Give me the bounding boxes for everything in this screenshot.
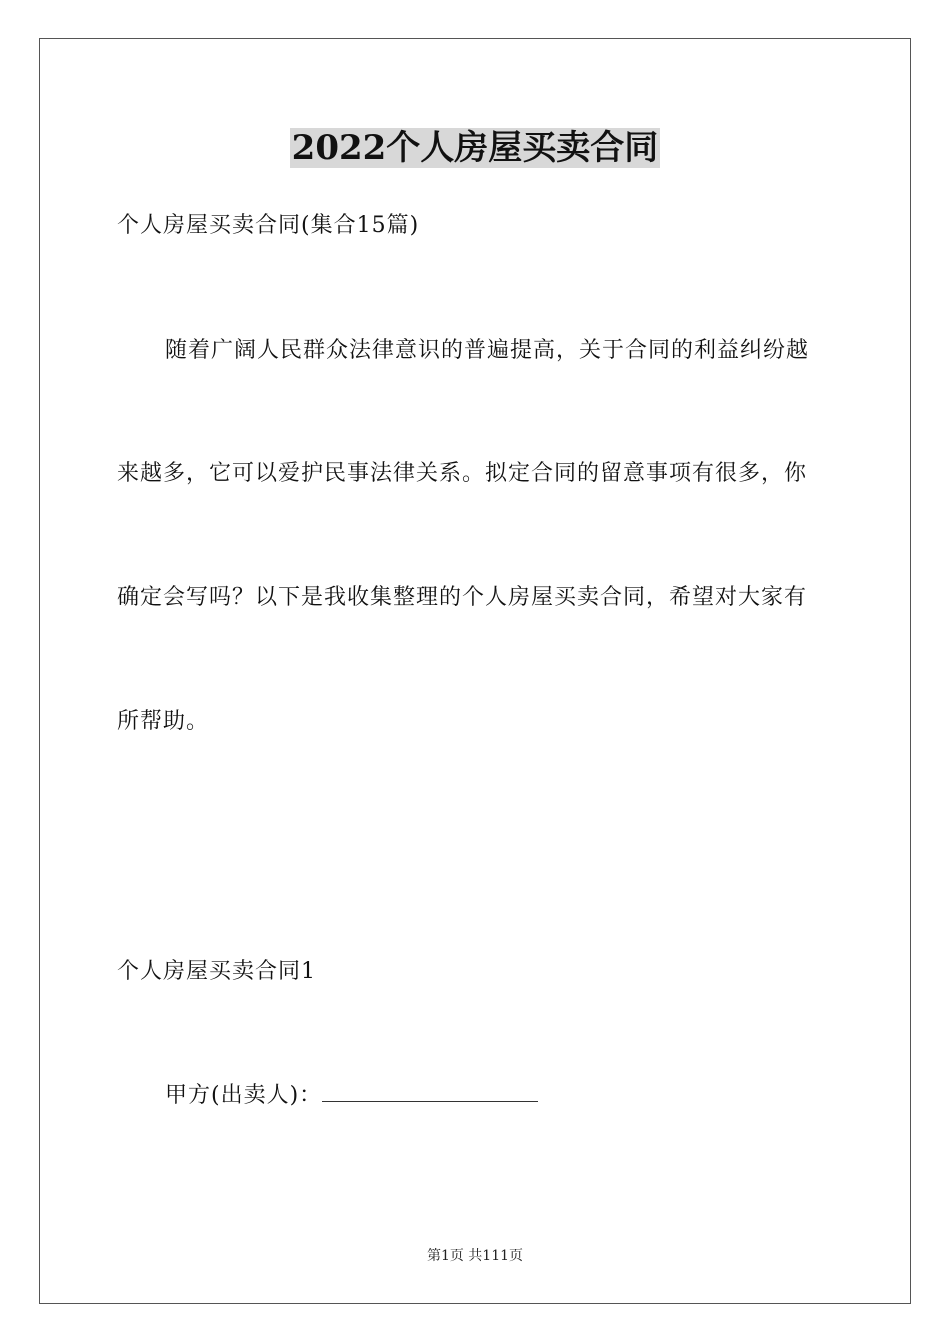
document-title-text: 2022个人房屋买卖合同: [291, 128, 659, 168]
intro-line-3: 确定会写吗？以下是我收集整理的个人房屋买卖合同，希望对大家有: [117, 585, 808, 610]
section-heading: 个人房屋买卖合同1: [117, 959, 316, 984]
party-a-row: [165, 1081, 538, 1111]
party-a-blank-line: [322, 1083, 538, 1102]
party-a-label: 甲方(出卖人)：: [165, 1083, 323, 1108]
intro-line-1: 随着广阔人民群众法律意识的普遍提高，关于合同的利益纠纷越: [165, 338, 810, 363]
document-title: [0, 124, 950, 172]
document-subtitle: 个人房屋买卖合同(集合15篇): [117, 213, 420, 238]
intro-line-4: 所帮助。: [117, 709, 210, 734]
page-footer: 第1页 共111页: [426, 1248, 524, 1264]
intro-line-2: 来越多，它可以爱护民事法律关系。拟定合同的留意事项有很多，你: [117, 461, 808, 486]
